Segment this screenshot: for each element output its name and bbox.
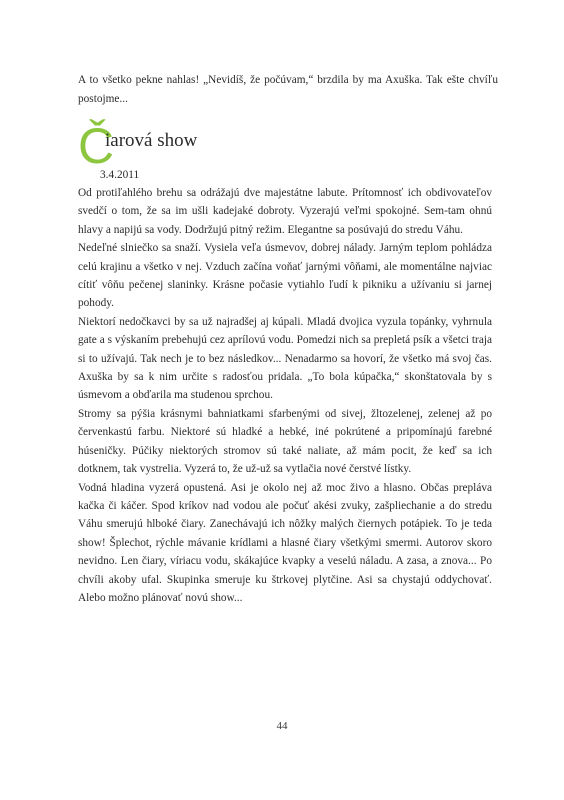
chapter-title: iarová show	[105, 130, 198, 151]
chapter-date: 3.4.2011	[100, 169, 140, 181]
body-paragraph-4: Stromy sa pýšia krásnymi bahniatkami sfarbenými od sivej, žltozelenej, zelenej až po červenkastú farbu. Niektoré sú hladké a hebké, iné pokrútené a pripomínajú farebné húseničky. Púčiky niektorých stromov sú také naliate, až mám pocit, že keď sa ich dotknem, tak vystrelia. Vyzerá to, že už-už sa vytlačia nové čerstvé lístky.	[78, 407, 492, 476]
body-paragraph-2: Nedeľné slniečko sa snaží. Vysiela veľa úsmevov, dobrej nálady. Jarným teplom pohládza celú krajinu a všetko v nej. Vzduch začína voňať jarnými vôňami, ale momentálne najviac cítiť vôňu pečenej slaninky. Krásne počasie vytiahlo ľudí k pikniku a užívaniu si jarnej pohody.	[78, 242, 492, 310]
body-paragraph-5: Vodná hladina vyzerá opustená. Asi je okolo nej až moc živo a hlasno. Občas prepláva kačka či káčer. Spod kríkov nad vodou ale počuť akési zvuky, zašpliechanie a do stredu Váhu smerujú hlboké čiary. Zanechávajú ich nôžky malých čiernych potápiek. To je teda show! Šplechot, rýchle mávanie krídlami a hlasné čiary všetkými smermi. Autorov skoro nevidno. Len čiary, víriacu vodu, skákajúce kvapky a veselú náladu. A zasa, a znova... Po chvíli akoby ufal. Skupinka smeruje ku štrkovej plytčine. Asi sa chystajú oddychovať. Alebo možno plánovať novú show...	[78, 481, 492, 604]
body-paragraph-3: Niektorí nedočkavci by sa už najradšej aj kúpali. Mladá dvojica vyzula topánky, vyhrnula gate a s výskaním prebehujú cez aprílovú vodu. Pomedzi nich sa prepletá psík a všetci traja si to užívajú. Tak nech je to bez následkov... Nenadarmo sa hovorí, že všetko má svoj čas. Axuška by sa k nim určite s radosťou pridala. „To bola kúpačka,“ skonštatovala by s úsmevom a obďarila ma studenou sprchou.	[78, 315, 492, 402]
chapter-body	[78, 184, 492, 607]
chapter-dropcap: Č	[78, 118, 115, 174]
intro-paragraph: A to všetko pekne nahlas! „Nevidíš, že počúvam,“ brzdila by ma Axuška. Tak ešte chvíľu postojme...	[78, 74, 498, 105]
body-paragraph-1: Od protiľahlého brehu sa odrážajú dve majestátne labute. Prítomnosť ich obdivovateľov svedčí o tom, že sa im ušli kadejaké dobroty. Vyzerajú veľmi spokojné. Sem-tam ohnú hlavy a napijú sa vody. Dodržujú pitný režim. Elegantne sa posúvajú do stredu Váhu.	[78, 187, 492, 236]
page-number: 44	[276, 720, 288, 732]
